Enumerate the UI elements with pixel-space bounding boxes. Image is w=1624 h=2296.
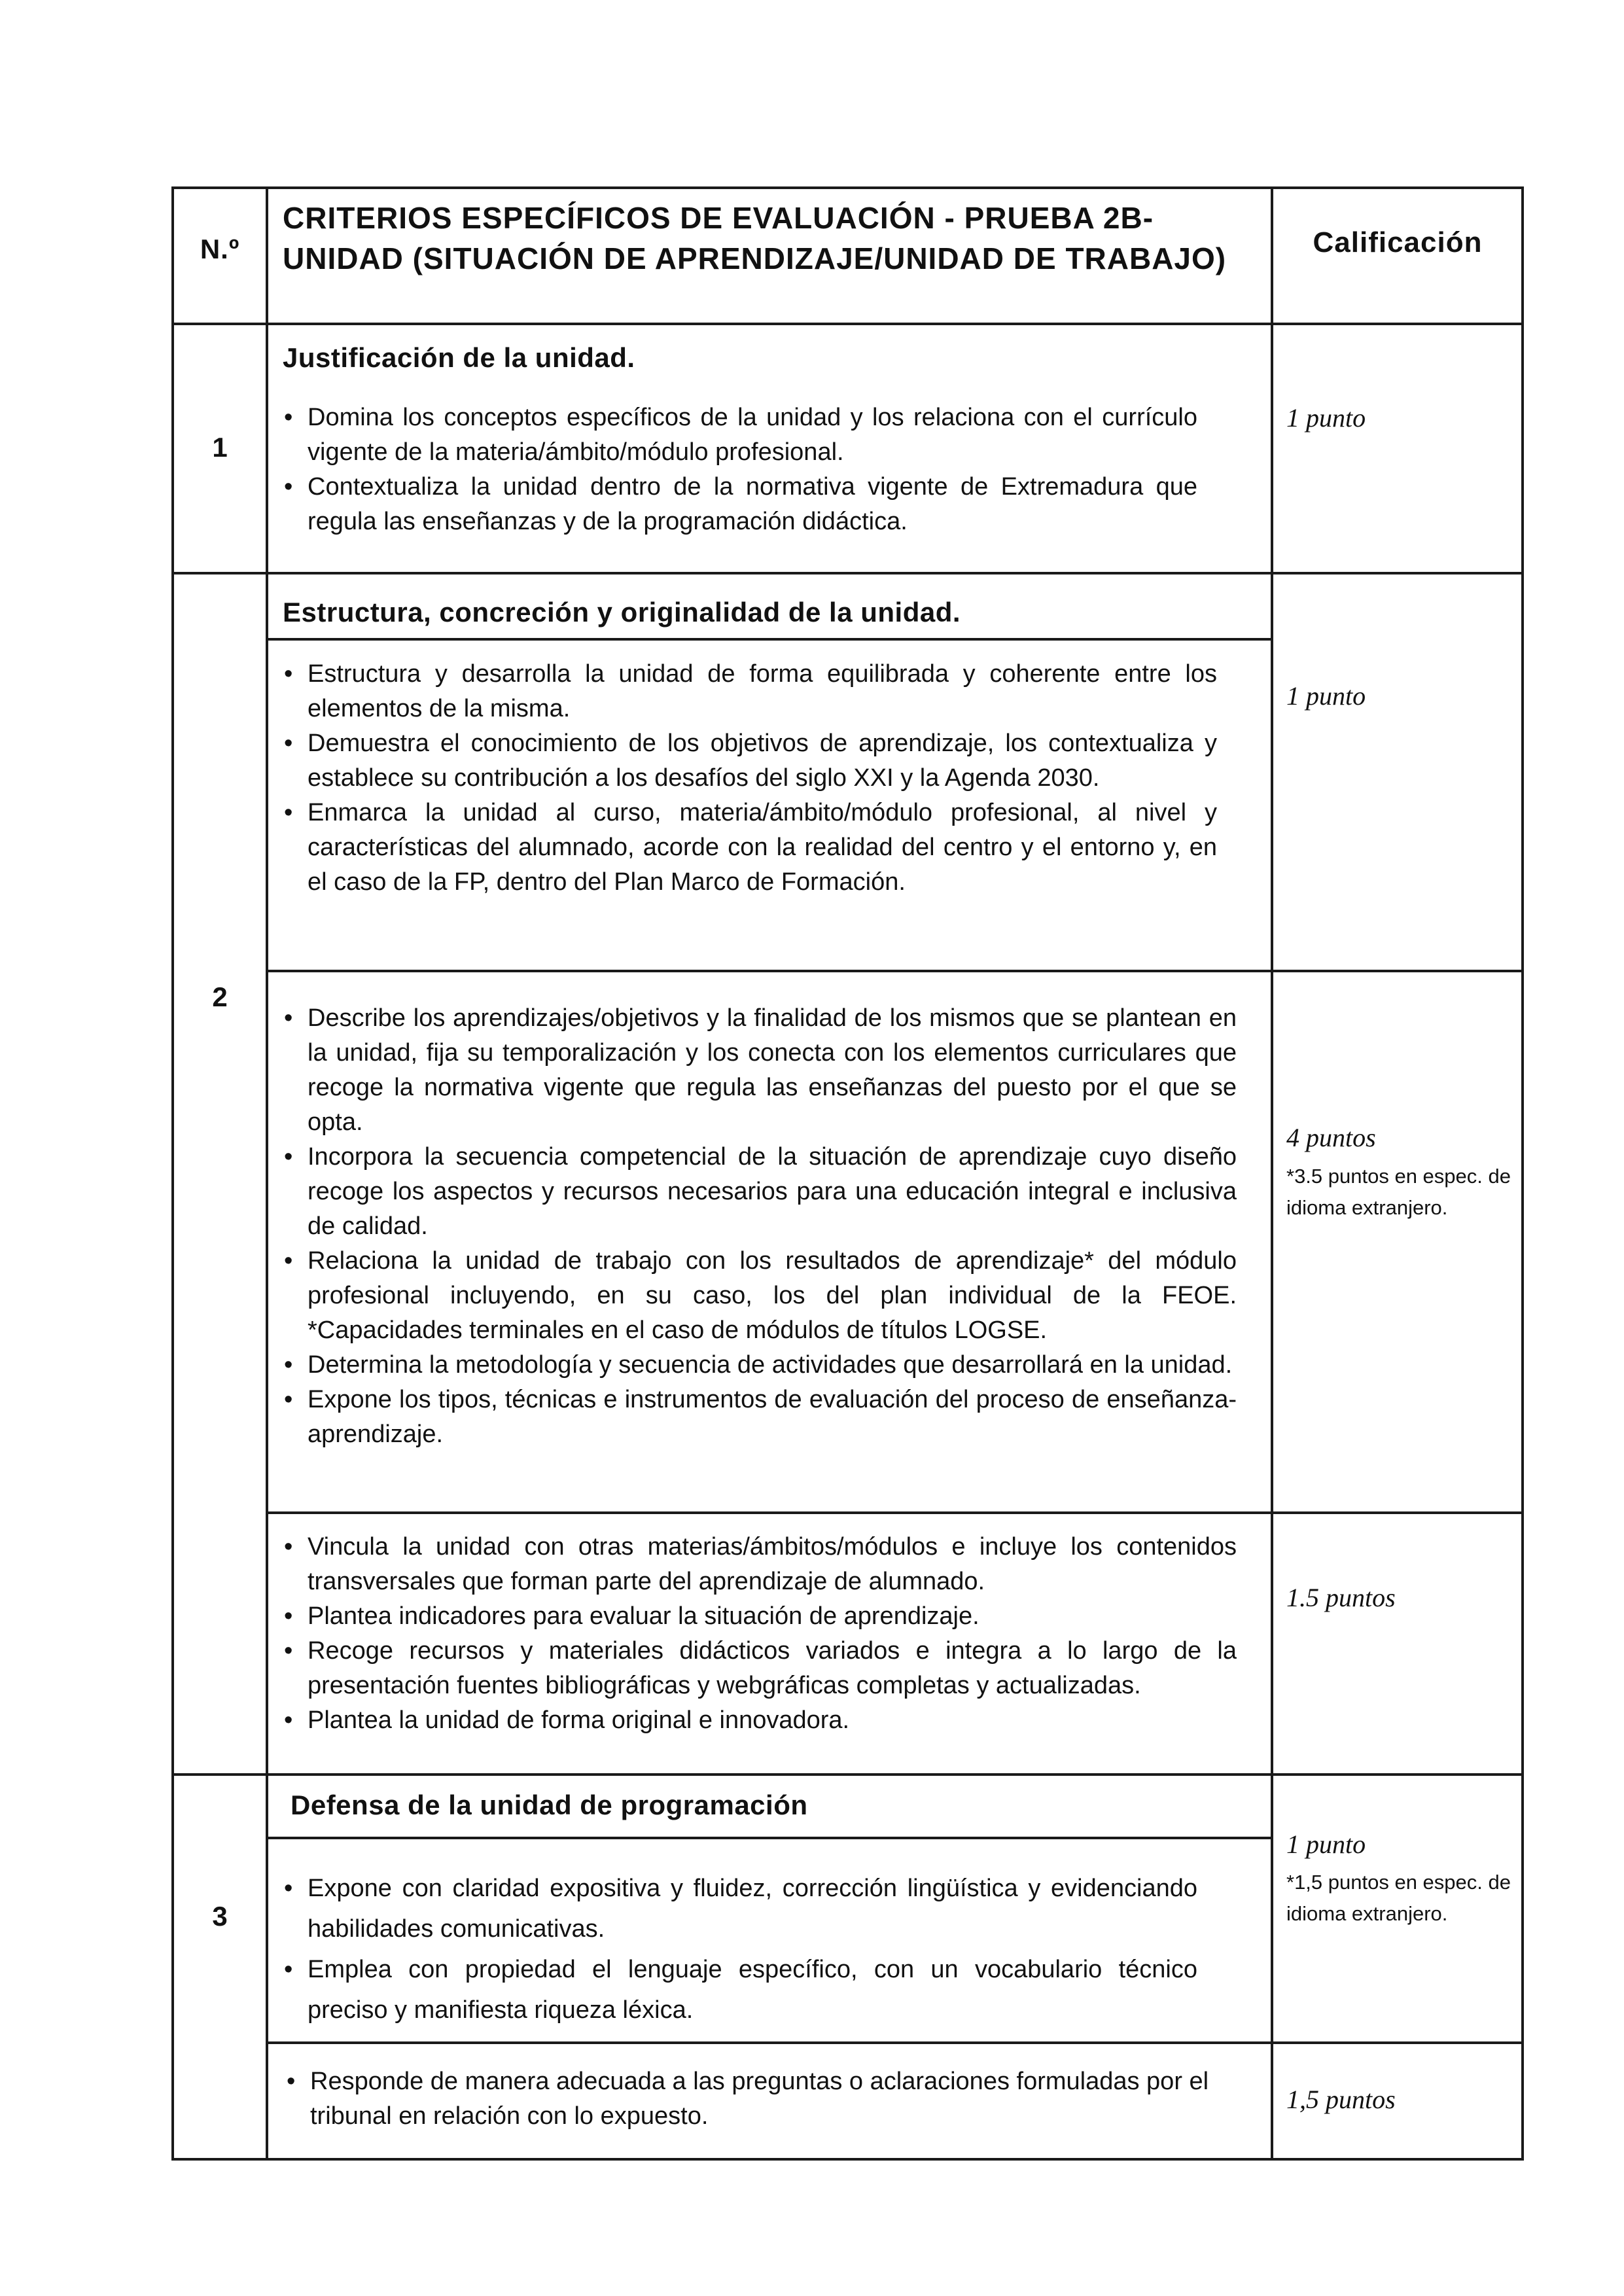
table-border-top	[171, 186, 1524, 189]
table-border-right	[1521, 186, 1524, 2161]
table-divider-number	[266, 186, 268, 2161]
section-1-number: 1	[212, 432, 228, 463]
list-item: • Responde de manera adecuada a las preguntas o aclaraciones formuladas por el tribunal en relación con lo expuesto.	[284, 2064, 1213, 2134]
list-item: • Vincula la unidad con otras materias/ámbitos/módulos e incluye los contenidos transversales que forman parte del aprendizaje de alumnado.	[281, 1530, 1237, 1599]
section-2-group-1-line	[266, 970, 1524, 972]
list-item: • Determina la metodología y secuencia de actividades que desarrollará en la unidad.	[281, 1348, 1237, 1383]
section-1-points: 1 punto	[1286, 403, 1366, 433]
section-2-title-line	[266, 638, 1273, 641]
list-item: • Expone los tipos, técnicas e instrumentos de evaluación del proceso de enseñanza-aprendizaje.	[281, 1383, 1237, 1452]
list-item: • Demuestra el conocimiento de los objetivos de aprendizaje, los contextualiza y establece su contribución a los desafíos del siglo XXI y la Agenda 2030.	[281, 726, 1217, 796]
header-grade-label: Calificación	[1313, 226, 1483, 258]
section-2-group-1-list	[281, 657, 1217, 900]
table-border-bottom	[171, 2158, 1524, 2161]
header-criteria-title: CRITERIOS ESPECÍFICOS DE EVALUACIÓN - PRUEBA 2B- UNIDAD (SITUACIÓN DE APRENDIZAJE/UNIDAD DE TRABAJO)	[283, 201, 1227, 275]
section-1-criteria-list	[281, 400, 1197, 539]
section-2-number: 2	[212, 981, 228, 1012]
list-item: • Emplea con propiedad el lenguaje específico, con un vocabulario técnico preciso y manifiesta riqueza léxica.	[281, 1949, 1197, 2030]
section-2-group-2-line	[266, 1511, 1524, 1514]
list-item: • Plantea indicadores para evaluar la situación de aprendizaje.	[281, 1599, 1237, 1634]
section-3-group-2-list	[284, 2064, 1213, 2134]
section-3-title-line	[266, 1837, 1273, 1839]
list-item: • Relaciona la unidad de trabajo con los resultados de aprendizaje* del módulo profesional incluyendo, en su caso, los del plan individual de la FEOE. *Capacidades terminales en el caso de módulos de títulos LOGSE.	[281, 1244, 1237, 1348]
list-item: • Expone con claridad expositiva y fluidez, corrección lingüística y evidenciando habilidades comunicativas.	[281, 1868, 1197, 1949]
section-2-group-3-points: 1.5 puntos	[1286, 1583, 1396, 1612]
section-2-group-3-list	[281, 1530, 1237, 1738]
section-1-bottom-line	[171, 572, 1524, 574]
section-3-number: 3	[212, 1901, 228, 1932]
section-3-group-1-points: 1 punto	[1286, 1829, 1366, 1859]
section-2-bottom-line	[171, 1773, 1524, 1776]
section-1-title: Justificación de la unidad.	[283, 342, 635, 373]
list-item: • Describe los aprendizajes/objetivos y la finalidad de los mismos que se plantean en la unidad, fija su temporalización y los conecta con los elementos curriculares que recoge la normativa vigente que regula las enseñanzas del puesto por el que se opta.	[281, 1001, 1237, 1140]
header-bottom-line	[171, 323, 1524, 325]
section-2-title: Estructura, concreción y originalidad de la unidad.	[283, 597, 961, 627]
section-2-group-2-points: 4 puntos	[1286, 1123, 1376, 1152]
section-2-group-1-points: 1 punto	[1286, 681, 1366, 711]
section-2-group-2-list	[281, 1001, 1237, 1452]
list-item: • Estructura y desarrolla la unidad de forma equilibrada y coherente entre los elementos de la misma.	[281, 657, 1217, 726]
list-item: • Enmarca la unidad al curso, materia/ámbito/módulo profesional, al nivel y características del alumnado, acorde con la realidad del centro y el entorno y, en el caso de la FP, dentro del Plan Marco de Formación.	[281, 796, 1217, 900]
section-3-group-1-line	[266, 2041, 1524, 2044]
list-item: • Contextualiza la unidad dentro de la normativa vigente de Extremadura que regula las enseñanzas y de la programación didáctica.	[281, 470, 1197, 539]
section-3-group-1-note: *1,5 puntos en espec. de idioma extranjero.	[1286, 1871, 1511, 1925]
table-divider-grade	[1271, 186, 1273, 2161]
section-3-group-2-points: 1,5 puntos	[1286, 2085, 1396, 2114]
list-item: • Plantea la unidad de forma original e innovadora.	[281, 1703, 1237, 1738]
list-item: • Incorpora la secuencia competencial de la situación de aprendizaje cuyo diseño recoge los aspectos y recursos necesarios para una educación integral e inclusiva de calidad.	[281, 1140, 1237, 1244]
header-number-label: N.º	[200, 234, 240, 264]
section-3-group-1-list	[281, 1868, 1197, 2030]
list-item: • Recoge recursos y materiales didácticos variados e integra a lo largo de la presentación fuentes bibliográficas y webgráficas completas y actualizadas.	[281, 1634, 1237, 1703]
list-item: • Domina los conceptos específicos de la unidad y los relaciona con el currículo vigente de la materia/ámbito/módulo profesional.	[281, 400, 1197, 470]
table-border-left	[171, 186, 174, 2161]
section-2-group-2-note: *3.5 puntos en espec. de idioma extranjero.	[1286, 1165, 1511, 1219]
section-3-title: Defensa de la unidad de programación	[291, 1790, 808, 1820]
